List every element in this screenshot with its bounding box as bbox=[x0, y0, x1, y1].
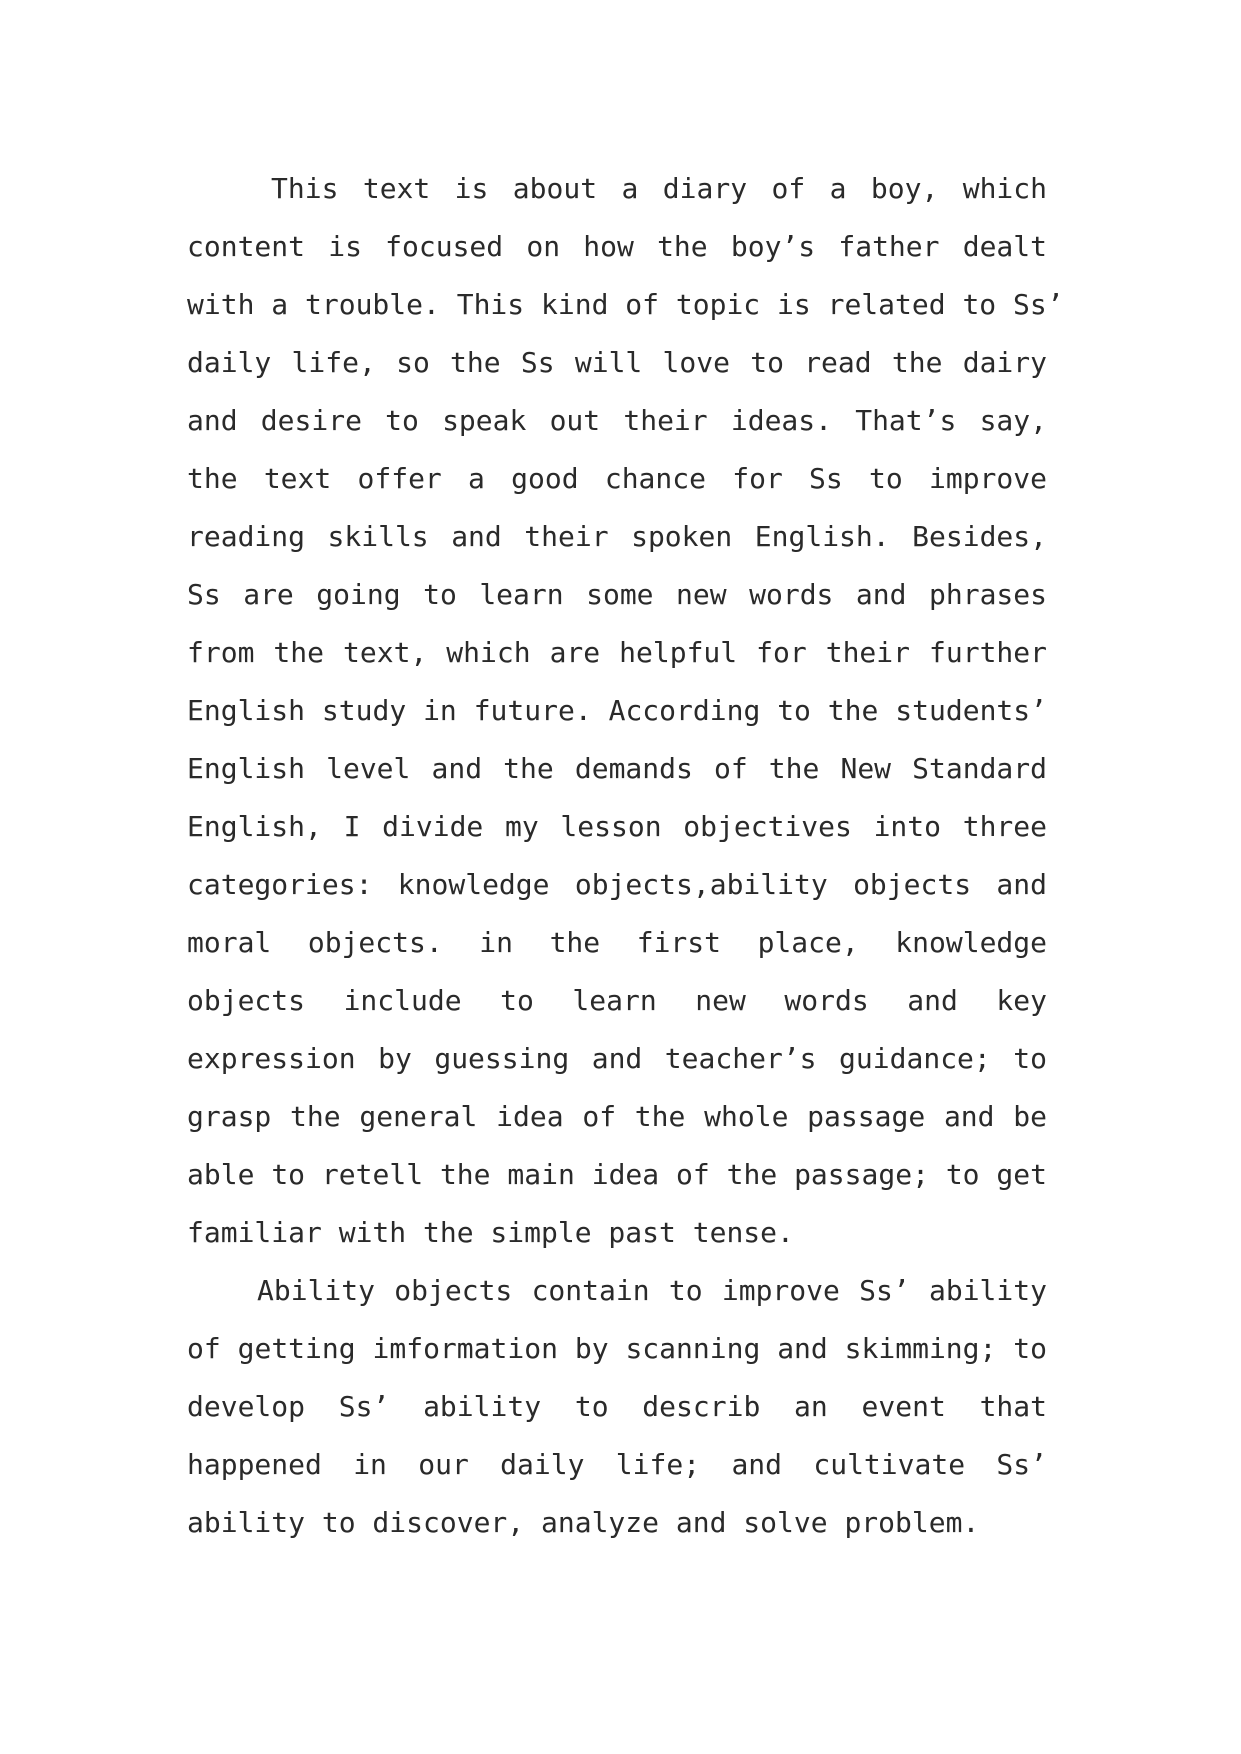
paragraph-1-line: from the text, which are helpful for their further bbox=[187, 636, 1047, 669]
paragraph-1-line: English, I divide my lesson objectives into three bbox=[187, 810, 1047, 843]
paragraph-2-line: happened in our daily life; and cultivate Ss’ bbox=[187, 1448, 1047, 1481]
paragraph-1-line: English study in future. According to the students’ bbox=[187, 694, 1047, 727]
paragraph-1-line: expression by guessing and teacher’s guidance; to bbox=[187, 1042, 1047, 1075]
paragraph-1-line: Ss are going to learn some new words and phrases bbox=[187, 578, 1047, 611]
paragraph-1-line: This text is about a diary of a boy, which bbox=[271, 172, 1047, 205]
paragraph-1-line: familiar with the simple past tense. bbox=[187, 1216, 794, 1249]
paragraph-1-line: reading skills and their spoken English. Besides, bbox=[187, 520, 1047, 553]
paragraph-1-line: content is focused on how the boy’s father dealt bbox=[187, 230, 1047, 263]
paragraph-1-line: moral objects. in the first place, knowledge bbox=[187, 926, 1047, 959]
paragraph-2-line: Ability objects contain to improve Ss’ ability bbox=[257, 1274, 1047, 1307]
paragraph-1-line: English level and the demands of the New Standard bbox=[187, 752, 1047, 785]
paragraph-1-line: with a trouble. This kind of topic is related to Ss’ bbox=[187, 288, 1064, 321]
paragraph-2-line: develop Ss’ ability to describ an event that bbox=[187, 1390, 1047, 1423]
paragraph-1-line: categories: knowledge objects,ability objects and bbox=[187, 868, 1047, 901]
paragraph-1-line: grasp the general idea of the whole passage and be bbox=[187, 1100, 1047, 1133]
paragraph-1-line: and desire to speak out their ideas. That’s say, bbox=[187, 404, 1047, 437]
body-text bbox=[187, 160, 1064, 1552]
paragraph-1-line: the text offer a good chance for Ss to improve bbox=[187, 462, 1047, 495]
paragraph-2-line: of getting imformation by scanning and skimming; to bbox=[187, 1332, 1047, 1365]
paragraph-1-line: objects include to learn new words and key bbox=[187, 984, 1047, 1017]
paragraph-1-line: daily life, so the Ss will love to read the dairy bbox=[187, 346, 1047, 379]
paragraph-2-line: ability to discover, analyze and solve problem. bbox=[187, 1506, 980, 1539]
paragraph-1-line: able to retell the main idea of the passage; to get bbox=[187, 1158, 1047, 1191]
